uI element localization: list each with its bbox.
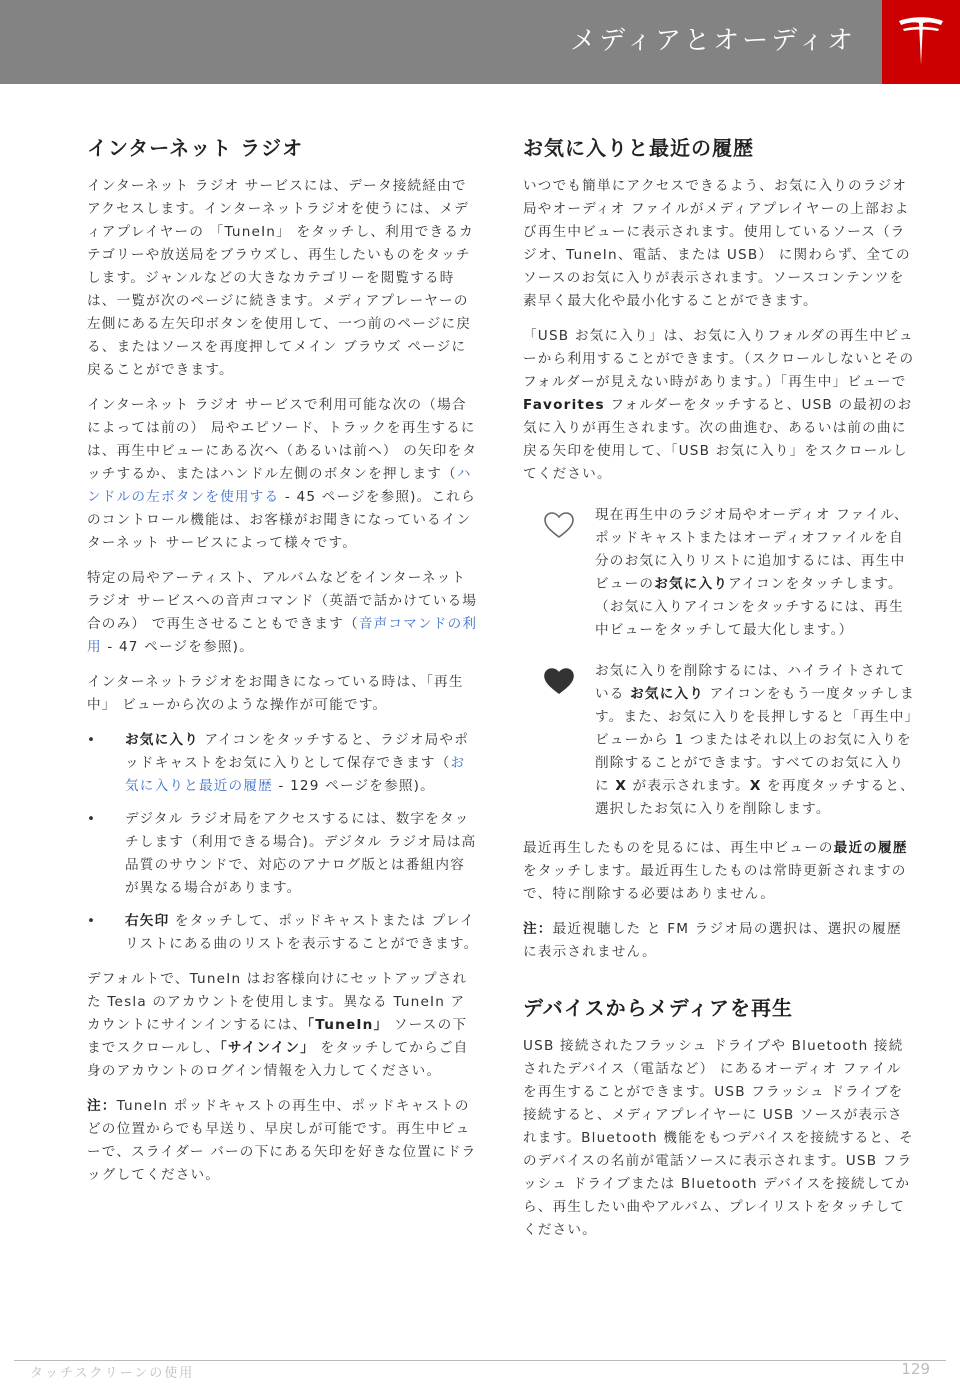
left-column	[87, 132, 479, 1199]
note: 注：最近視聴した と FM ラジオ局の選択は、選択の履歴に表示されません。	[523, 921, 902, 960]
paragraph: 「USB お気に入り」は、お気に入りフォルダの再生中ビューから利用することができます。（スクロールしないとそのフォルダーが見えない時があります。）「再生中」ビューで Favorites フォルダーをタッチすると、USB の最初のお気に入りが再生されます。次の曲進む、あるいは前の曲に戻る矢印を使用して、「USB お気に入り」をスクロールしてください。	[523, 328, 915, 482]
tesla-logo-icon	[897, 15, 945, 69]
right-column	[523, 132, 915, 1254]
paragraph: インターネットラジオをお聞きになっている時は、「再生中」 ビューから次のような操作が可能です。	[87, 674, 464, 713]
paragraph: デフォルトで、TuneIn はお客様向けにセットアップされた Tesla のアカウントを使用します。異なる TuneIn アカウントにサインインするには、「TuneIn」 ソースの下までスクロールし、「サインイン」 をタッチしてからご自身のアカウントのログイン情報を入力してください。	[87, 971, 469, 1079]
heading-play-from-device: デバイスからメディアを再生	[523, 996, 793, 1020]
list-item: • デジタル ラジオ局をアクセスするには、数字をタッチします（利用できる場合)。デジタル ラジオ局は高品質のサウンドで、対応のアナログ版とは番組内容が異なる場合があります。	[87, 808, 479, 900]
link-favorites-history[interactable]: お気に入りと最近の履歴	[125, 755, 466, 794]
heading-internet-radio: インターネット ラジオ	[87, 136, 304, 160]
favorite-add-row	[523, 504, 915, 642]
link-steering-left-button[interactable]: ハンドルの左ボタンを使用する	[87, 466, 472, 505]
footer-divider	[14, 1360, 946, 1361]
paragraph: いつでも簡単にアクセスできるよう、お気に入りのラジオ局やオーディオ ファイルがメディアプレイヤーの上部および再生中ビューに表示されます。使用しているソース（ラジオ、TuneIn、電話、または USB） に関わらず、全てのソースのお気に入りが表示されます。ソースコンテンツを素早く最大化や最小化することができます。	[523, 178, 911, 309]
favorite-remove-text: お気に入りを削除するには、ハイライトされている お気に入り アイコンをもう一度タッチします。また、お気に入りを長押しすると「再生中」ビューから 1 つまたはそれ以上のお気に入りを削除することができます。すべてのお気に入りに X が表示されます。X を再度タッチすると、選択したお気に入りを削除します。	[595, 663, 915, 817]
footer-section: タッチスクリーンの使用	[30, 1366, 195, 1381]
link-voice-commands[interactable]: 音声コマンドの利用	[87, 616, 478, 655]
heading-favorites-history: お気に入りと最近の履歴	[523, 136, 754, 160]
brand-logo	[882, 0, 960, 84]
favorite-add-text: 現在再生中のラジオ局やオーディオ ファイル、ポッドキャストまたはオーディオファイルを自分のお気に入りリストに追加するには、再生中ビューのお気に入りアイコンをタッチします。（お気に入りアイコンをタッチするには、再生中ビューをタッチして最大化します。）	[595, 507, 909, 638]
section-title: メディアとオーディオ	[570, 26, 856, 56]
paragraph: インターネット ラジオ サービスには、データ接続経由でアクセスします。インターネットラジオを使うには、メディアプレイヤーの 「TuneIn」 をタッチし、利用できるカテゴリーや放送局をブラウズし、再生したいものをタッチします。ジャンルなどの大きなカテゴリーを閲覧する時は、一覧が次のページに続きます。メディアプレーヤーの左側にある左矢印ボタンを使用して、一つ前のページに戻る、またはソースを再度押してメイン ブラウズ ページに戻ることができます。	[87, 178, 474, 378]
page-header	[0, 0, 960, 84]
note: 注：TuneIn ポッドキャストの再生中、ポッドキャストのどの位置からでも早送り、早戻しが可能です。再生中ビューで、スライダー バーの下にある矢印を好きな位置にドラッグしてください。	[87, 1098, 477, 1183]
favorite-remove-row	[523, 660, 915, 821]
list-item: • お気に入り アイコンをタッチすると、ラジオ局やポッドキャストをお気に入りとして保存できます（お気に入りと最近の履歴 - 129 ページを参照)。	[87, 729, 479, 798]
paragraph: 特定の局やアーティスト、アルバムなどをインターネット ラジオ サービスへの音声コマンド（英語で話かけている場合のみ） で再生させることもできます（音声コマンドの利用 - 47 ページを参照)。	[87, 570, 478, 655]
heart-filled-icon	[542, 666, 576, 696]
bullet-list	[87, 729, 479, 956]
paragraph: 最近再生したものを見るには、再生中ビューの最近の履歴をタッチします。最近再生したものは常時更新されますので、特に削除する必要はありません。	[523, 840, 908, 902]
paragraph: インターネット ラジオ サービスで利用可能な次の（場合によっては前の） 局やエピソード、トラックを再生するには、再生中ビューにある次へ（あるいは前へ） の矢印をタッチするか、またはハンドル左側のボタンを押します（ハンドルの左ボタンを使用する - 45 ページを参照)。これらのコントロール機能は、お客様がお聞きになっているインターネット サービスによって様々です。	[87, 397, 478, 551]
list-item: • 右矢印 をタッチして、ポッドキャストまたは プレイリストにある曲のリストを表示することができます。	[87, 910, 479, 956]
paragraph: USB 接続されたフラッシュ ドライブや Bluetooth 接続されたデバイス（電話など） にあるオーディオ ファイルを再生することができます。USB フラッシュ ドライブを接続すると、メディアプレイヤーに USB ソースが表示されます。Bluetooth 機能をもつデバイスを接続すると、そのデバイスの名前が電話ソースに表示されます。USB フラッシュ ドライブまたは Bluetooth デバイスを接続してから、再生したい曲やアルバム、プレイリストをタッチしてください。	[523, 1038, 914, 1238]
page-number: 129	[901, 1360, 930, 1378]
heart-outline-icon	[542, 510, 576, 540]
